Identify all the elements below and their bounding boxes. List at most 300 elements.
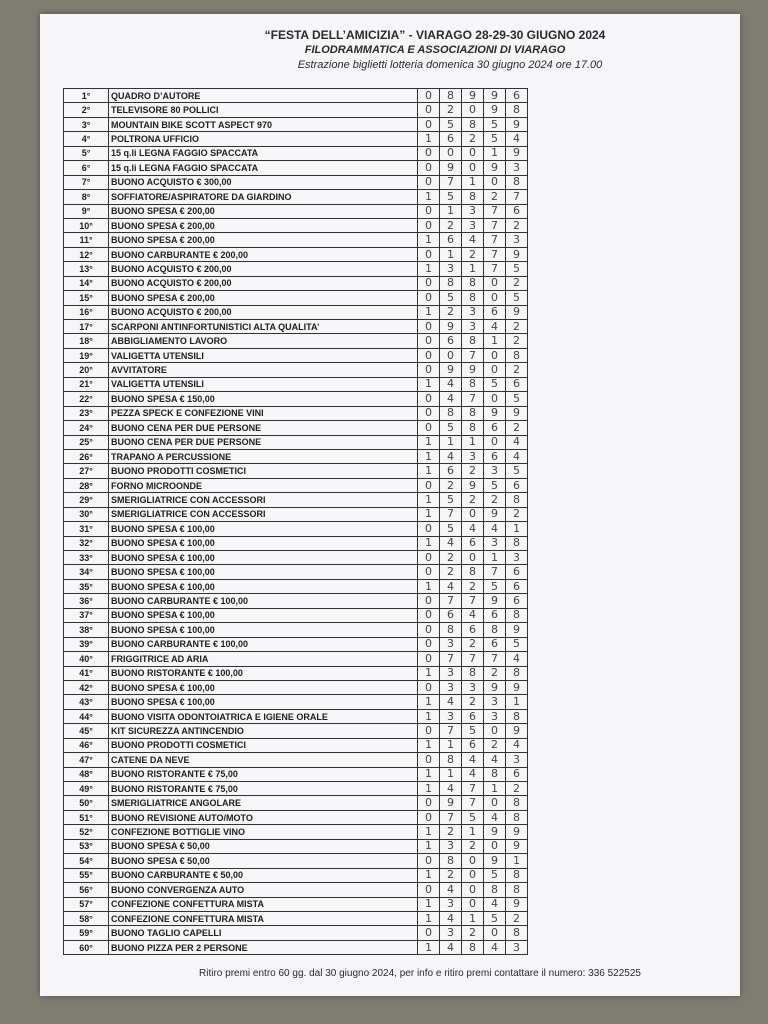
ticket-digit: 9 <box>484 161 506 175</box>
prize-position: 23° <box>64 406 109 420</box>
ticket-digit: 8 <box>440 753 462 767</box>
ticket-digit: 9 <box>484 854 506 868</box>
ticket-digit: 0 <box>418 218 440 232</box>
ticket-digit: 4 <box>440 536 462 550</box>
ticket-digit: 8 <box>506 796 528 810</box>
ticket-digit: 1 <box>418 507 440 521</box>
ticket-digit: 0 <box>418 724 440 738</box>
prize-name: BUONO RISTORANTE € 75,00 <box>109 782 418 796</box>
table-row <box>64 161 528 175</box>
ticket-digit: 1 <box>418 897 440 911</box>
ticket-digit: 0 <box>418 247 440 261</box>
ticket-digit: 1 <box>418 435 440 449</box>
ticket-digit: 9 <box>484 825 506 839</box>
ticket-digit: 6 <box>506 478 528 492</box>
ticket-digit: 3 <box>506 753 528 767</box>
prize-name: SOFFIATORE/ASPIRATORE DA GIARDINO <box>109 190 418 204</box>
prize-position: 3° <box>64 117 109 131</box>
ticket-digit: 8 <box>440 276 462 290</box>
ticket-digit: 2 <box>506 507 528 521</box>
prize-name: BUONO SPESA € 50,00 <box>109 854 418 868</box>
table-row <box>64 868 528 882</box>
ticket-digit: 3 <box>440 637 462 651</box>
prize-position: 32° <box>64 536 109 550</box>
prize-position: 13° <box>64 262 109 276</box>
ticket-digit: 3 <box>506 551 528 565</box>
ticket-digit: 0 <box>462 103 484 117</box>
ticket-digit: 5 <box>462 724 484 738</box>
table-row <box>64 839 528 853</box>
ticket-digit: 9 <box>506 724 528 738</box>
prize-position: 21° <box>64 377 109 391</box>
table-row <box>64 117 528 131</box>
prize-position: 56° <box>64 883 109 897</box>
prize-position: 55° <box>64 868 109 882</box>
ticket-digit: 8 <box>506 103 528 117</box>
ticket-digit: 6 <box>440 608 462 622</box>
prize-position: 36° <box>64 594 109 608</box>
ticket-digit: 2 <box>506 320 528 334</box>
prize-position: 19° <box>64 348 109 362</box>
table-row <box>64 753 528 767</box>
prize-position: 31° <box>64 522 109 536</box>
ticket-digit: 8 <box>440 89 462 103</box>
prize-name: BUONO ACQUISTO € 200,00 <box>109 262 418 276</box>
prize-name: BUONO SPESA € 100,00 <box>109 680 418 694</box>
ticket-digit: 0 <box>418 363 440 377</box>
ticket-digit: 1 <box>506 522 528 536</box>
ticket-digit: 6 <box>506 579 528 593</box>
ticket-digit: 3 <box>484 536 506 550</box>
table-row <box>64 493 528 507</box>
table-row <box>64 536 528 550</box>
table-row <box>64 276 528 290</box>
prize-name: BUONO SPESA € 100,00 <box>109 565 418 579</box>
prize-position: 12° <box>64 247 109 261</box>
ticket-digit: 0 <box>462 507 484 521</box>
ticket-digit: 0 <box>418 551 440 565</box>
ticket-digit: 6 <box>484 608 506 622</box>
prize-name: BUONO RISTORANTE € 100,00 <box>109 666 418 680</box>
ticket-digit: 1 <box>462 911 484 925</box>
ticket-digit: 1 <box>418 305 440 319</box>
ticket-digit: 4 <box>440 449 462 463</box>
prize-position: 4° <box>64 132 109 146</box>
ticket-digit: 0 <box>418 753 440 767</box>
ticket-digit: 4 <box>506 738 528 752</box>
ticket-digit: 1 <box>418 536 440 550</box>
prize-position: 8° <box>64 190 109 204</box>
prize-name: BUONO SPESA € 100,00 <box>109 695 418 709</box>
ticket-digit: 2 <box>462 839 484 853</box>
prize-position: 2° <box>64 103 109 117</box>
ticket-digit: 0 <box>418 926 440 940</box>
ticket-digit: 4 <box>440 940 462 954</box>
table-row <box>64 926 528 940</box>
prize-position: 37° <box>64 608 109 622</box>
table-row <box>64 782 528 796</box>
ticket-digit: 5 <box>484 117 506 131</box>
prize-name: CATENE DA NEVE <box>109 753 418 767</box>
ticket-digit: 9 <box>462 89 484 103</box>
table-row <box>64 522 528 536</box>
prize-name: BUONO CARBURANTE € 100,00 <box>109 637 418 651</box>
ticket-digit: 5 <box>484 579 506 593</box>
ticket-digit: 0 <box>484 926 506 940</box>
ticket-digit: 3 <box>462 204 484 218</box>
prize-position: 20° <box>64 363 109 377</box>
ticket-digit: 5 <box>484 478 506 492</box>
ticket-digit: 2 <box>462 493 484 507</box>
ticket-digit: 1 <box>462 825 484 839</box>
ticket-digit: 3 <box>506 161 528 175</box>
ticket-digit: 6 <box>484 421 506 435</box>
ticket-digit: 4 <box>462 233 484 247</box>
ticket-digit: 8 <box>462 291 484 305</box>
table-row <box>64 594 528 608</box>
ticket-digit: 9 <box>506 825 528 839</box>
table-row <box>64 103 528 117</box>
ticket-digit: 1 <box>418 233 440 247</box>
prize-name: BUONO CENA PER DUE PERSONE <box>109 421 418 435</box>
table-row <box>64 897 528 911</box>
table-row <box>64 320 528 334</box>
table-row <box>64 392 528 406</box>
ticket-digit: 1 <box>418 464 440 478</box>
prize-name: BUONO SPESA € 100,00 <box>109 522 418 536</box>
ticket-digit: 9 <box>506 117 528 131</box>
table-row <box>64 507 528 521</box>
prize-position: 60° <box>64 940 109 954</box>
prize-position: 58° <box>64 911 109 925</box>
ticket-digit: 1 <box>418 825 440 839</box>
ticket-digit: 0 <box>462 854 484 868</box>
table-row <box>64 175 528 189</box>
ticket-digit: 7 <box>462 348 484 362</box>
prize-table <box>63 88 528 955</box>
ticket-digit: 9 <box>484 507 506 521</box>
table-row <box>64 724 528 738</box>
ticket-digit: 4 <box>484 810 506 824</box>
ticket-digit: 0 <box>462 897 484 911</box>
ticket-digit: 1 <box>418 377 440 391</box>
table-row <box>64 435 528 449</box>
ticket-digit: 1 <box>440 435 462 449</box>
ticket-digit: 6 <box>484 449 506 463</box>
table-row <box>64 854 528 868</box>
ticket-digit: 0 <box>418 146 440 160</box>
table-row <box>64 406 528 420</box>
ticket-digit: 2 <box>440 551 462 565</box>
table-row <box>64 363 528 377</box>
table-row <box>64 695 528 709</box>
ticket-digit: 9 <box>484 594 506 608</box>
ticket-digit: 7 <box>462 594 484 608</box>
prize-position: 40° <box>64 652 109 666</box>
ticket-digit: 3 <box>462 680 484 694</box>
prize-position: 11° <box>64 233 109 247</box>
ticket-digit: 8 <box>462 377 484 391</box>
prize-position: 34° <box>64 565 109 579</box>
ticket-digit: 4 <box>506 435 528 449</box>
table-row <box>64 911 528 925</box>
ticket-digit: 9 <box>506 146 528 160</box>
ticket-digit: 7 <box>484 262 506 276</box>
ticket-digit: 6 <box>506 594 528 608</box>
ticket-digit: 7 <box>462 796 484 810</box>
ticket-digit: 3 <box>440 666 462 680</box>
ticket-digit: 3 <box>506 940 528 954</box>
ticket-digit: 2 <box>484 738 506 752</box>
ticket-digit: 2 <box>440 565 462 579</box>
table-row <box>64 334 528 348</box>
ticket-digit: 0 <box>418 334 440 348</box>
ticket-digit: 0 <box>462 161 484 175</box>
ticket-digit: 5 <box>484 132 506 146</box>
ticket-digit: 0 <box>418 796 440 810</box>
ticket-digit: 2 <box>440 218 462 232</box>
table-row <box>64 377 528 391</box>
table-row <box>64 738 528 752</box>
ticket-digit: 1 <box>418 666 440 680</box>
ticket-digit: 9 <box>506 305 528 319</box>
ticket-digit: 2 <box>506 911 528 925</box>
prize-position: 17° <box>64 320 109 334</box>
ticket-digit: 0 <box>484 276 506 290</box>
prize-name: BUONO SPESA € 100,00 <box>109 579 418 593</box>
ticket-digit: 9 <box>506 839 528 853</box>
prize-position: 30° <box>64 507 109 521</box>
ticket-digit: 0 <box>440 348 462 362</box>
prize-position: 49° <box>64 782 109 796</box>
ticket-digit: 2 <box>440 868 462 882</box>
prize-position: 5° <box>64 146 109 160</box>
ticket-digit: 8 <box>506 175 528 189</box>
prize-name: BUONO PRODOTTI COSMETICI <box>109 464 418 478</box>
ticket-digit: 7 <box>484 652 506 666</box>
ticket-digit: 2 <box>462 637 484 651</box>
ticket-digit: 7 <box>440 507 462 521</box>
table-row <box>64 146 528 160</box>
ticket-digit: 0 <box>484 363 506 377</box>
ticket-digit: 0 <box>418 680 440 694</box>
prize-name: BUONO SPESA € 200,00 <box>109 218 418 232</box>
ticket-digit: 3 <box>462 320 484 334</box>
prize-position: 50° <box>64 796 109 810</box>
ticket-digit: 4 <box>440 911 462 925</box>
prize-name: SMERIGLIATRICE CON ACCESSORI <box>109 507 418 521</box>
prize-position: 1° <box>64 89 109 103</box>
ticket-digit: 2 <box>462 926 484 940</box>
ticket-digit: 0 <box>418 161 440 175</box>
prize-name: PEZZA SPECK E CONFEZIONE VINI <box>109 406 418 420</box>
ticket-digit: 3 <box>462 218 484 232</box>
ticket-digit: 6 <box>484 305 506 319</box>
ticket-digit: 4 <box>462 767 484 781</box>
ticket-digit: 9 <box>440 363 462 377</box>
prize-position: 59° <box>64 926 109 940</box>
ticket-digit: 9 <box>506 623 528 637</box>
ticket-digit: 8 <box>484 623 506 637</box>
ticket-digit: 2 <box>484 666 506 680</box>
ticket-digit: 9 <box>484 103 506 117</box>
ticket-digit: 1 <box>418 839 440 853</box>
ticket-digit: 2 <box>440 103 462 117</box>
ticket-digit: 7 <box>484 204 506 218</box>
prize-name: MOUNTAIN BIKE SCOTT ASPECT 970 <box>109 117 418 131</box>
ticket-digit: 0 <box>418 478 440 492</box>
ticket-digit: 2 <box>506 363 528 377</box>
table-row <box>64 680 528 694</box>
table-row <box>64 608 528 622</box>
prize-name: VALIGETTA UTENSILI <box>109 377 418 391</box>
ticket-digit: 0 <box>462 868 484 882</box>
ticket-digit: 0 <box>418 392 440 406</box>
prize-position: 29° <box>64 493 109 507</box>
ticket-digit: 8 <box>506 926 528 940</box>
prize-position: 27° <box>64 464 109 478</box>
ticket-digit: 5 <box>484 377 506 391</box>
table-row <box>64 796 528 810</box>
ticket-digit: 3 <box>440 262 462 276</box>
prize-position: 25° <box>64 435 109 449</box>
table-row <box>64 709 528 723</box>
ticket-digit: 3 <box>462 305 484 319</box>
ticket-digit: 6 <box>440 464 462 478</box>
table-row <box>64 291 528 305</box>
ticket-digit: 8 <box>506 883 528 897</box>
prize-name: BUONO SPESA € 200,00 <box>109 233 418 247</box>
ticket-digit: 6 <box>462 709 484 723</box>
ticket-digit: 4 <box>506 652 528 666</box>
ticket-digit: 5 <box>506 291 528 305</box>
prize-position: 15° <box>64 291 109 305</box>
ticket-digit: 5 <box>440 190 462 204</box>
ticket-digit: 2 <box>440 478 462 492</box>
prize-name: SCARPONI ANTINFORTUNISTICI ALTA QUALITA’ <box>109 320 418 334</box>
prize-name: BUONO VISITA ODONTOIATRICA E IGIENE ORALE <box>109 709 418 723</box>
ticket-digit: 0 <box>462 146 484 160</box>
ticket-digit: 8 <box>462 190 484 204</box>
ticket-digit: 3 <box>506 233 528 247</box>
prize-name: CONFEZIONE BOTTIGLIE VINO <box>109 825 418 839</box>
ticket-digit: 6 <box>440 334 462 348</box>
ticket-digit: 3 <box>440 680 462 694</box>
ticket-digit: 0 <box>418 810 440 824</box>
ticket-digit: 0 <box>484 392 506 406</box>
ticket-digit: 4 <box>484 320 506 334</box>
ticket-digit: 8 <box>462 565 484 579</box>
ticket-digit: 4 <box>440 579 462 593</box>
ticket-digit: 3 <box>484 709 506 723</box>
table-row <box>64 579 528 593</box>
ticket-digit: 8 <box>506 868 528 882</box>
ticket-digit: 9 <box>440 161 462 175</box>
ticket-digit: 0 <box>484 839 506 853</box>
ticket-digit: 4 <box>506 449 528 463</box>
ticket-digit: 0 <box>484 291 506 305</box>
prize-position: 26° <box>64 449 109 463</box>
ticket-digit: 8 <box>506 608 528 622</box>
prize-name: BUONO CONVERGENZA AUTO <box>109 883 418 897</box>
ticket-digit: 9 <box>506 247 528 261</box>
event-title: “FESTA DELL’AMICIZIA” - VIARAGO 28-29-30 GIUGNO 2024 <box>264 28 606 42</box>
prize-name: BUONO SPESA € 100,00 <box>109 551 418 565</box>
ticket-digit: 0 <box>418 652 440 666</box>
table-row <box>64 940 528 954</box>
ticket-digit: 9 <box>484 89 506 103</box>
prize-position: 46° <box>64 738 109 752</box>
ticket-digit: 5 <box>506 392 528 406</box>
table-row <box>64 565 528 579</box>
ticket-digit: 8 <box>440 854 462 868</box>
ticket-digit: 7 <box>440 175 462 189</box>
ticket-digit: 2 <box>506 421 528 435</box>
prize-name: POLTRONA UFFICIO <box>109 132 418 146</box>
ticket-digit: 0 <box>484 175 506 189</box>
ticket-digit: 4 <box>440 377 462 391</box>
prize-position: 16° <box>64 305 109 319</box>
prize-name: BUONO SPESA € 100,00 <box>109 536 418 550</box>
ticket-digit: 4 <box>484 897 506 911</box>
ticket-digit: 4 <box>462 522 484 536</box>
ticket-digit: 9 <box>462 478 484 492</box>
prize-position: 51° <box>64 810 109 824</box>
prize-position: 43° <box>64 695 109 709</box>
ticket-digit: 0 <box>418 565 440 579</box>
ticket-digit: 4 <box>484 753 506 767</box>
prize-name: BUONO ACQUISTO € 300,00 <box>109 175 418 189</box>
table-row <box>64 825 528 839</box>
ticket-digit: 8 <box>462 421 484 435</box>
ticket-digit: 8 <box>506 709 528 723</box>
ticket-digit: 2 <box>484 493 506 507</box>
table-row <box>64 883 528 897</box>
prize-name: TRAPANO A PERCUSSIONE <box>109 449 418 463</box>
ticket-digit: 7 <box>484 247 506 261</box>
ticket-digit: 1 <box>418 940 440 954</box>
ticket-digit: 6 <box>484 637 506 651</box>
ticket-digit: 0 <box>462 883 484 897</box>
prize-name: BUONO CARBURANTE € 200,00 <box>109 247 418 261</box>
prize-position: 9° <box>64 204 109 218</box>
lottery-results-sheet <box>40 14 740 996</box>
prize-position: 42° <box>64 680 109 694</box>
ticket-digit: 6 <box>440 233 462 247</box>
prize-position: 28° <box>64 478 109 492</box>
ticket-digit: 1 <box>418 709 440 723</box>
ticket-digit: 6 <box>462 623 484 637</box>
table-row <box>64 89 528 103</box>
ticket-digit: 0 <box>418 421 440 435</box>
footer-note: Ritiro premi entro 60 gg. dal 30 giugno 2024, per info e ritiro premi contattare il numero: 336 522525 <box>199 968 641 979</box>
table-row <box>64 652 528 666</box>
ticket-digit: 7 <box>484 218 506 232</box>
ticket-digit: 4 <box>462 608 484 622</box>
prize-name: CONFEZIONE CONFETTURA MISTA <box>109 897 418 911</box>
ticket-digit: 5 <box>440 291 462 305</box>
ticket-digit: 5 <box>440 522 462 536</box>
prize-position: 52° <box>64 825 109 839</box>
ticket-digit: 0 <box>418 594 440 608</box>
ticket-digit: 6 <box>506 204 528 218</box>
prize-table-body <box>64 89 528 955</box>
ticket-digit: 2 <box>462 247 484 261</box>
table-row <box>64 247 528 261</box>
ticket-digit: 2 <box>506 218 528 232</box>
prize-name: VALIGETTA UTENSILI <box>109 348 418 362</box>
prize-name: BUONO PIZZA PER 2 PERSONE <box>109 940 418 954</box>
